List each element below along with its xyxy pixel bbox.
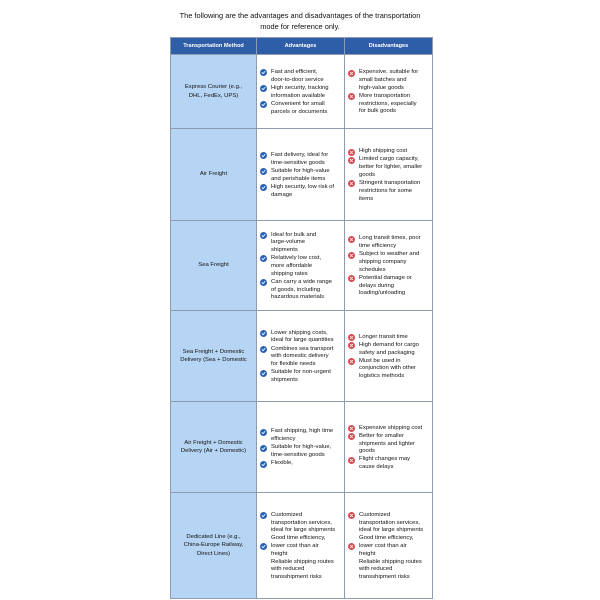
advantage-text-line: for flexible needs	[271, 361, 316, 368]
advantage-text	[271, 255, 342, 278]
check-circle-icon	[260, 445, 267, 452]
advantage-text	[271, 101, 342, 116]
disadvantage-text	[359, 156, 430, 179]
method-cell	[171, 402, 257, 493]
disadvantage-text-line: Stringent transportation	[359, 180, 421, 187]
advantage-text-line: Lower shipping costs,	[271, 329, 328, 336]
advantage-text	[271, 428, 342, 443]
advantage-text-line: Relatively low cost,	[271, 255, 322, 262]
advantage-text-line: Flexible,	[271, 460, 293, 467]
check-circle-icon	[260, 69, 267, 76]
disadvantage-text-line: goods	[359, 171, 376, 178]
disadvantage-text	[359, 342, 430, 357]
disadvantage-text-line: Good time efficiency,	[359, 534, 414, 541]
advantage-text-line: more affordable	[271, 262, 313, 269]
advantage-item	[260, 255, 342, 278]
disadvantage-text	[359, 358, 430, 381]
method-label-line: Dedicated Line (e.g.,	[186, 533, 241, 540]
method-label-line: Sea Freight + Domestic	[182, 348, 245, 355]
check-circle-icon	[260, 543, 267, 550]
check-circle-icon	[260, 512, 267, 519]
transport-comparison-table	[170, 37, 433, 599]
advantage-text	[271, 460, 342, 468]
method-label-line: China-Europe Railway,	[183, 542, 244, 549]
advantage-item	[260, 152, 342, 167]
advantage-text-line: High security, tracking	[271, 85, 329, 92]
advantages-cell	[257, 129, 345, 221]
disadvantage-text-line: transportation services,	[359, 519, 420, 526]
method-cell	[171, 55, 257, 129]
advantage-text-line: Fast delivery, ideal for	[271, 152, 329, 159]
x-circle-icon	[348, 93, 355, 100]
check-circle-icon	[260, 461, 267, 468]
x-circle-icon	[348, 433, 355, 440]
disadvantages-cell	[345, 221, 433, 311]
disadvantage-text-line: shipments and lighter	[359, 440, 415, 447]
advantage-text-line: Can carry a wide range	[271, 278, 332, 285]
check-circle-icon	[260, 429, 267, 436]
disadvantage-text	[359, 456, 430, 471]
header-method: Transportation Method	[171, 38, 257, 55]
disadvantage-text-line: ideal for large shipments	[359, 527, 424, 534]
disadvantage-text-line: Better for smaller	[359, 432, 404, 439]
advantage-item	[260, 279, 342, 302]
disadvantage-text-line: Long transit times, poor	[359, 235, 421, 242]
x-circle-icon	[348, 457, 355, 464]
advantage-text	[271, 85, 342, 100]
disadvantages-cell	[345, 493, 433, 599]
advantage-text-line: Fast shipping, high time	[271, 428, 334, 435]
advantage-text-line: ideal for large quantities	[271, 337, 334, 344]
disadvantage-text-line: freight	[359, 550, 376, 557]
advantage-text-line: hazardous materials	[271, 294, 325, 301]
intro-text	[150, 10, 450, 32]
disadvantage-text-line: transshipment risks	[359, 573, 410, 580]
advantage-text-line: shipments	[271, 377, 298, 383]
disadvantage-text	[359, 275, 430, 298]
intro-line-1: The following are the advantages and disadvantages of the transportation	[179, 11, 421, 20]
method-label-line: Air Freight + Domestic	[184, 439, 243, 446]
disadvantage-text-line: restrictions for some	[359, 187, 413, 194]
disadvantage-text-line: Customized	[359, 511, 391, 518]
advantage-item	[260, 346, 342, 369]
method-label-line: Direct Lines)	[196, 550, 231, 557]
disadvantage-text-line: Longer transit time	[359, 333, 408, 340]
table-row	[171, 493, 433, 599]
table-row	[171, 402, 433, 493]
advantage-text	[271, 232, 342, 255]
disadvantage-text-line: time efficiency	[359, 243, 397, 250]
x-circle-icon	[348, 275, 355, 282]
advantage-text-line: Convenient for small	[271, 100, 325, 107]
disadvantage-text	[359, 251, 430, 274]
advantage-text-line: information available	[271, 92, 326, 99]
disadvantage-text-line: safety and packaging	[359, 349, 415, 356]
advantage-text-line: and perishable items	[271, 175, 326, 182]
disadvantage-item	[348, 148, 430, 156]
advantage-item	[260, 184, 342, 199]
advantage-text-line: ideal for large shipments	[271, 527, 336, 534]
disadvantages-cell	[345, 402, 433, 493]
disadvantages-cell	[345, 311, 433, 402]
method-label-line: Sea Freight	[198, 262, 229, 269]
advantage-item	[260, 369, 342, 384]
x-circle-icon	[348, 180, 355, 187]
disadvantage-text	[359, 543, 430, 582]
advantage-text-line: transportation services,	[271, 519, 332, 526]
advantage-text	[271, 184, 342, 199]
disadvantage-text	[359, 512, 430, 543]
check-circle-icon	[260, 370, 267, 377]
disadvantage-text-line: Subject to weather and	[359, 251, 420, 258]
advantage-text-line: shipping rates	[271, 270, 308, 277]
check-circle-icon	[260, 279, 267, 286]
advantage-text-line: lower cost than air	[271, 543, 319, 550]
advantage-text-line: time-sensitive goods	[271, 452, 325, 459]
check-circle-icon	[260, 184, 267, 191]
disadvantage-text-line: More transportation	[359, 93, 411, 99]
disadvantage-item	[348, 69, 430, 92]
advantage-text-line: large-volume	[271, 239, 306, 246]
disadvantage-text-line: goods	[359, 448, 376, 455]
disadvantages-cell	[345, 129, 433, 221]
x-circle-icon	[348, 157, 355, 164]
advantage-text-line: shipments	[271, 246, 298, 253]
method-cell	[171, 129, 257, 221]
disadvantage-item	[348, 456, 430, 471]
disadvantage-text-line: Limited cargo capacity,	[359, 156, 419, 163]
disadvantage-text	[359, 334, 430, 342]
advantage-text-line: Reliable shipping routes	[271, 558, 334, 565]
method-label-line: Express Courier (e.g.,	[184, 84, 243, 91]
advantage-text	[271, 444, 342, 459]
advantage-text-line: efficiency	[271, 436, 296, 443]
advantages-cell	[257, 221, 345, 311]
advantage-item	[260, 512, 342, 543]
disadvantage-text	[359, 148, 430, 156]
advantage-item	[260, 460, 342, 468]
advantage-item	[260, 101, 342, 116]
advantage-text-line: parcels or documents	[271, 108, 328, 115]
advantage-item	[260, 428, 342, 443]
disadvantage-text-line: items	[359, 195, 374, 202]
disadvantage-item	[348, 180, 430, 203]
advantage-text-line: Suitable for high-value,	[271, 444, 332, 451]
disadvantage-text-line: Reliable shipping routes	[359, 558, 422, 565]
advantage-text-line: door-to-door service	[271, 76, 324, 83]
method-cell	[171, 311, 257, 402]
disadvantage-text-line: small batches and	[359, 77, 407, 84]
disadvantage-text-line: better for lighter, smaller	[359, 164, 423, 171]
method-cell	[171, 221, 257, 311]
disadvantage-text-line: with reduced	[359, 566, 393, 573]
disadvantage-text-line: logistics methods	[359, 373, 405, 380]
x-circle-icon	[348, 543, 355, 550]
disadvantages-cell	[345, 55, 433, 129]
disadvantage-text-line: Must be used in	[359, 357, 401, 364]
disadvantage-text-line: Expensive shipping cost	[359, 424, 423, 431]
advantage-text-line: transshipment risks	[271, 573, 322, 580]
table-row	[171, 55, 433, 129]
advantage-text-line: Customized	[271, 511, 303, 518]
advantage-item	[260, 69, 342, 84]
advantage-text-line: Combines sea transport	[271, 345, 334, 352]
disadvantage-text	[359, 235, 430, 250]
check-circle-icon	[260, 255, 267, 262]
x-circle-icon	[348, 425, 355, 432]
advantages-cell	[257, 402, 345, 493]
advantage-item	[260, 330, 342, 345]
check-circle-icon	[260, 232, 267, 239]
disadvantage-text-line: shipping company	[359, 259, 407, 266]
advantage-item	[260, 232, 342, 255]
advantage-item	[260, 543, 342, 582]
disadvantage-item	[348, 235, 430, 250]
x-circle-icon	[348, 512, 355, 519]
advantage-text-line: Good time efficiency,	[271, 534, 326, 541]
x-circle-icon	[348, 236, 355, 243]
advantage-text-line: High security, low risk of	[271, 183, 335, 190]
advantage-text	[271, 543, 342, 582]
advantage-text-line: of goods, including	[271, 286, 321, 293]
advantage-text	[271, 279, 342, 302]
advantage-text	[271, 152, 342, 167]
disadvantage-item	[348, 433, 430, 456]
check-circle-icon	[260, 101, 267, 108]
disadvantage-text	[359, 425, 430, 433]
disadvantage-text	[359, 69, 430, 92]
method-label-line: DHL, FedEx, UPS)	[188, 92, 239, 99]
disadvantage-item	[348, 358, 430, 381]
advantage-text	[271, 512, 342, 543]
disadvantage-text-line: loading/unloading	[359, 290, 406, 297]
disadvantage-text-line: conjunction with other	[359, 365, 416, 372]
advantage-text	[271, 168, 342, 183]
advantages-cell	[257, 493, 345, 599]
x-circle-icon	[348, 358, 355, 365]
disadvantage-text-line: for bulk goods	[359, 108, 397, 115]
disadvantage-text-line: Expensive, suitable for	[359, 69, 419, 76]
x-circle-icon	[348, 252, 355, 259]
method-cell	[171, 493, 257, 599]
table-row	[171, 311, 433, 402]
advantage-text	[271, 69, 342, 84]
disadvantage-text-line: restrictions, especially	[359, 100, 417, 107]
intro-line-2: mode for reference only.	[260, 22, 340, 31]
x-circle-icon	[348, 70, 355, 77]
table-row	[171, 129, 433, 221]
disadvantage-item	[348, 251, 430, 274]
disadvantage-text	[359, 180, 430, 203]
method-label-line: Air Freight	[199, 171, 228, 178]
advantage-text-line: with reduced	[271, 566, 305, 573]
advantage-text-line: Suitable for non-urgent	[271, 369, 331, 376]
check-circle-icon	[260, 168, 267, 175]
advantage-item	[260, 444, 342, 459]
check-circle-icon	[260, 152, 267, 159]
disadvantage-text-line: lower cost than air	[359, 543, 407, 550]
method-label-line: Delivery (Sea + Domestic	[180, 357, 247, 363]
advantage-item	[260, 168, 342, 183]
method-label-line: Delivery (Air + Domestic)	[180, 448, 247, 454]
advantages-cell	[257, 311, 345, 402]
advantages-cell	[257, 55, 345, 129]
disadvantage-text-line: Flight changes may	[359, 456, 411, 463]
disadvantage-text-line: Potential damage or	[359, 274, 412, 281]
disadvantage-item	[348, 156, 430, 179]
disadvantage-text-line: cause delays	[359, 464, 394, 471]
advantage-text-line: damage	[271, 191, 293, 198]
advantage-text-line: with domestic delivery	[271, 353, 329, 360]
x-circle-icon	[348, 334, 355, 341]
advantage-item	[260, 85, 342, 100]
disadvantage-text-line: schedules	[359, 266, 386, 273]
x-circle-icon	[348, 149, 355, 156]
table-row	[171, 221, 433, 311]
disadvantage-item	[348, 275, 430, 298]
check-circle-icon	[260, 330, 267, 337]
disadvantage-item	[348, 93, 430, 116]
advantage-text	[271, 346, 342, 369]
disadvantage-text-line: delays during	[359, 282, 395, 289]
header-row	[171, 38, 433, 55]
advantage-text-line: time-sensitive goods	[271, 159, 325, 166]
check-circle-icon	[260, 346, 267, 353]
advantage-text	[271, 369, 342, 384]
disadvantage-item	[348, 512, 430, 543]
advantage-text-line: Fast and efficient,	[271, 69, 318, 76]
header-disadvantages: Disadvantages	[345, 38, 433, 55]
disadvantage-text-line: High shipping cost	[359, 148, 408, 155]
header-advantages: Advantages	[257, 38, 345, 55]
disadvantage-item	[348, 334, 430, 342]
disadvantage-text-line: high-value goods	[359, 84, 404, 91]
x-circle-icon	[348, 342, 355, 349]
disadvantage-text	[359, 93, 430, 116]
disadvantage-text	[359, 433, 430, 456]
advantage-text-line: freight	[271, 550, 288, 557]
advantage-text-line: Ideal for bulk and	[271, 231, 317, 238]
disadvantage-text-line: High demand for cargo	[359, 341, 419, 348]
advantage-text-line: Suitable for high-value	[271, 168, 330, 175]
check-circle-icon	[260, 85, 267, 92]
disadvantage-item	[348, 425, 430, 433]
disadvantage-item	[348, 543, 430, 582]
disadvantage-item	[348, 342, 430, 357]
advantage-text	[271, 330, 342, 345]
